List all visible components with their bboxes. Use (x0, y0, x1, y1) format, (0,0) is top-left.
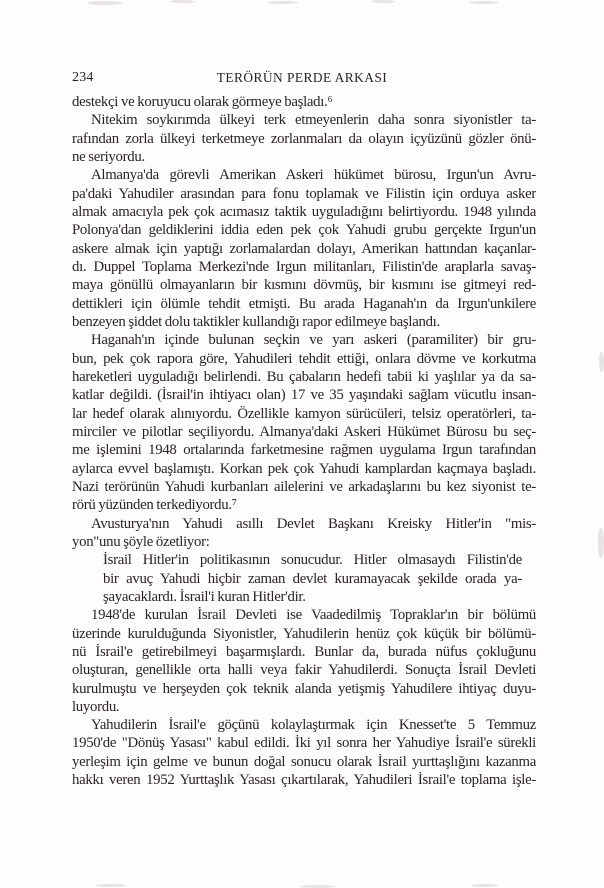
text-line: 1950'de "Dönüş Yasası" kabul edildi. İki yıl sonra her Yahudiye İsrail'e sürekli (72, 735, 536, 752)
text-line: üzerinde kurulduğunda Siyonistler, Yahudilerin henüz çok küçük bir bölümü- (72, 625, 536, 642)
text-line: İsrail Hitler'in politikasının sonucudur. Hitler olmasaydı Filistin'de (103, 552, 522, 569)
text-line: yon"unu şöyle özetliyor: (72, 533, 210, 550)
text-line: Haganah'ın içinde bulunan seçkin ve yarı askeri (paramiliter) bir gru- (91, 332, 536, 349)
text-line: oluşturan, genellikle orta halli veya fakir Yahudilerdi. Sonuçta İsrail Devleti (72, 662, 536, 679)
text-line: Avusturya'nın Yahudi asıllı Devlet Başkanı Kreisky Hitler'in "mis- (91, 515, 536, 532)
body-text (72, 93, 536, 789)
text-line: me işlemini 1948 ortalarında farketmesine rağmen uygulama Irgun tarafından (72, 442, 536, 459)
text-line: katlar değildi. (İsrail'in ihtiyacı olan) 17 ve 35 yaşındaki sağlam vücutlu insan- (72, 387, 536, 404)
scan-artifact (470, 1, 498, 4)
text-line: Nitekim soykırımda ülkeyi terk etmeyenlerin daha sonra siyonistler ta- (91, 112, 536, 129)
text-line: Almanya'da görevli Amerikan Askeri hükümet bürosu, Irgun'un Avru- (91, 167, 536, 184)
scan-artifact (96, 884, 126, 887)
text-line: pa'daki Yahudiler arasından para fonu toplamak ve Filistin için orduya asker (72, 185, 536, 202)
text-line: 1948'de kurulan İsrail Devleti ise Vaadedilmiş Topraklar'ın bir bölümü (91, 607, 536, 624)
text-line: rörü yüzünden terkediyordu.⁷ (72, 497, 237, 514)
text-line: maya gönüllü olmayanların bir kısmını dövmüş, bir kısmını ise gitmeyi red- (72, 277, 536, 294)
scan-artifact (472, 884, 498, 887)
page-header (0, 69, 604, 87)
text-line: lar hedef olarak alınıyordu. Özellikle kamyon sürücüleri, telsiz operatörleri, ta- (72, 405, 536, 422)
text-line: askere almak için yaptığı zorlamalardan dolayı, Amerikan hattından kaçanlar- (72, 240, 536, 257)
text-line: mirciler ve pilotlar seçiliyordu. Almanya'daki Askeri Hükümet Bürosu bu seç- (72, 423, 536, 440)
text-line: dettikleri için ölümle tehdit etmişti. Bu arada Haganah'ın da Irgun'unkilere (72, 295, 536, 312)
text-line: nü İsrail'e getirebilmeyi başarmışlardı. Bunlar da, burada nüfus çokluğunu (72, 643, 536, 660)
text-line: hareketleri uyguladığı belirlendi. Bu çabaların hedefi tabii ki yaşlılar ya da sa- (72, 368, 536, 385)
scan-artifact (372, 0, 396, 3)
text-line: ne seriyordu. (72, 148, 145, 165)
text-line: almak amacıyla pek çok acımasız taktik uyguladığını belirtiyordu. 1948 yılında (72, 203, 536, 220)
scan-artifact (170, 0, 196, 3)
text-line: kurulmuştu ve herşeyden çok teknik alanda yetişmiş Yahudilere ihtiyaç duyu- (72, 680, 536, 697)
text-line: Nazi terörünün Yahudi kurbanları ailelerini ve arkadaşlarını bu kez siyonist te- (72, 478, 536, 495)
text-line: luyordu. (72, 698, 120, 715)
page-number: 234 (72, 70, 94, 85)
scan-artifact (88, 1, 122, 5)
text-line: yerleşim için gelme ve bunun doğal sonucu olarak İsrail yurttaşlığını kazanma (72, 753, 536, 770)
running-title: TERÖRÜN PERDE ARKASI (216, 70, 388, 85)
scan-artifact (268, 1, 298, 4)
scan-artifact (598, 528, 604, 558)
text-line: rafından zorla ülkeyi terketmeye zorlanmaları da olayın içyüzünü gözler önü- (72, 130, 536, 147)
text-line: bun, pek çok rapora göre, Yahudileri tehdit ettiği, onlara dövme ve korkutma (72, 350, 536, 367)
text-line: Yahudilerin İsrail'e göçünü kolaylaştırmak için Knesset'te 5 Temmuz (91, 717, 536, 734)
text-line: aylarca evvel başlamıştı. Korkan pek çok Yahudi kamplardan kaçmaya başladı. (72, 460, 536, 477)
text-line: şayacaklardı. İsrail'i kuran Hitler'dir. (103, 588, 306, 605)
text-line: benzeyen şiddet dolu taktikler kullandığı rapor edilmeye başlandı. (72, 313, 440, 330)
scan-artifact (599, 352, 604, 372)
text-line: hakkı veren 1952 Yurttaşlık Yasası çıkartılarak, Yahudileri İsrail'e toplama işle- (72, 772, 536, 789)
text-line: dı. Duppel Toplama Merkezi'nde Irgun militanları, Filistin'de araplarla savaş- (72, 258, 536, 275)
text-line: destekçi ve koruyucu olarak görmeye başladı.⁶ (72, 94, 333, 110)
text-line: bir avuç Yahudi hiçbir zaman devlet kuramayacak şekilde orada ya- (103, 570, 522, 587)
text-line: Polonya'dan geldiklerini iddia eden pek çok Yahudi grubu gerçekte Irgun'un (72, 222, 536, 239)
